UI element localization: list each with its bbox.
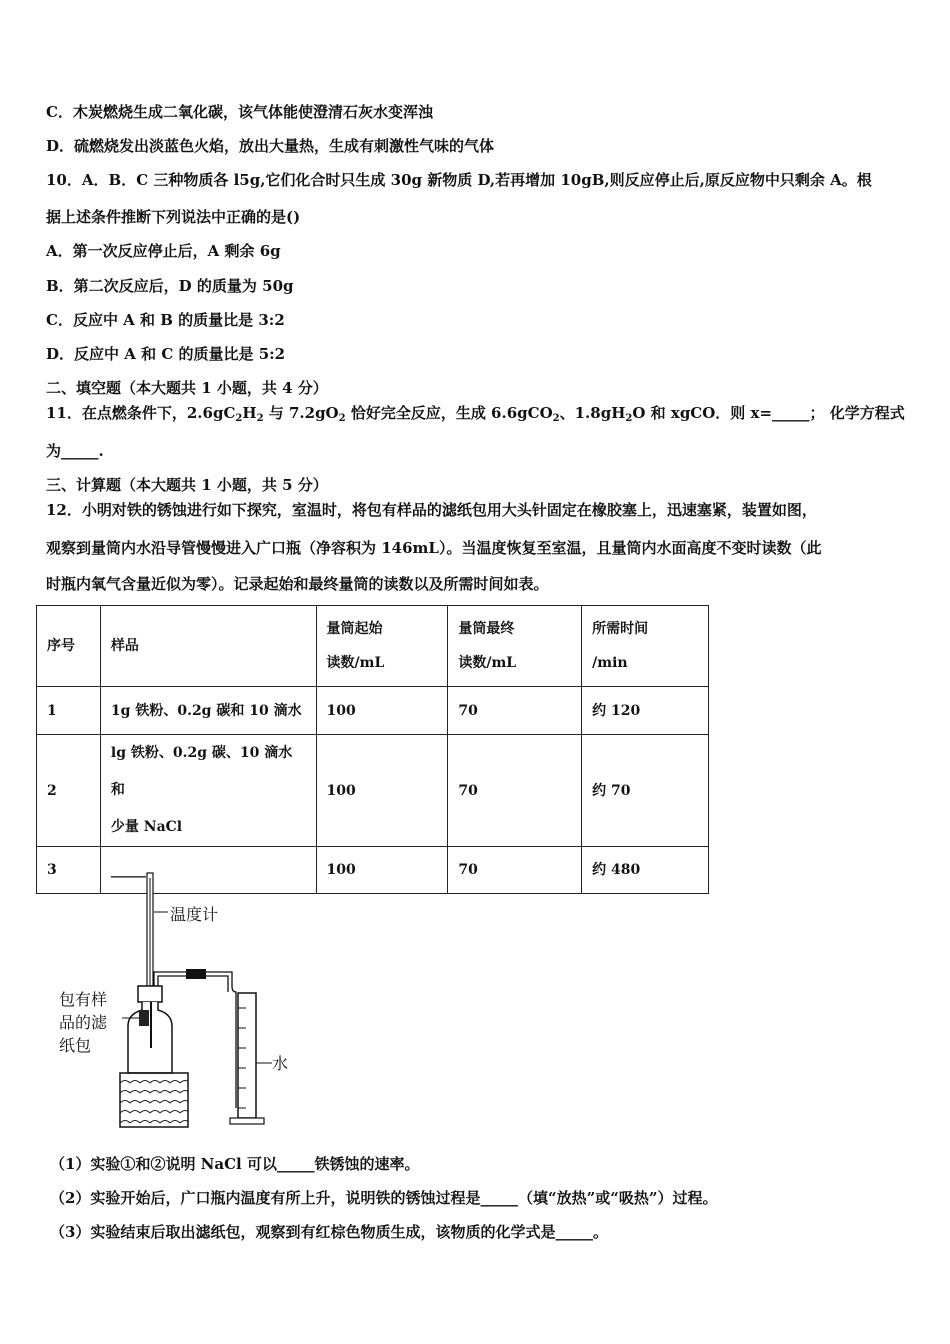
thermometer-label: 温度计 [170,905,219,924]
header-sample: 样品 [100,606,316,687]
header-time: 所需时间 /min [582,606,709,687]
header-seq: 序号 [37,606,101,687]
wooden-block [120,1073,188,1127]
results-table [36,605,709,894]
q10-stem-line2: 据上述条件推断下列说法中正确的是() [46,208,301,226]
table-header-row [37,606,709,687]
cell-start: 100 [316,735,448,847]
cell-final: 70 [448,847,582,894]
sub-question-3: （3）实验结束后取出滤纸包，观察到有红棕色物质生成，该物质的化学式是_____。 [50,1223,608,1241]
cell-sample: _____ [100,847,316,894]
q12-line3: 时瓶内氧气含量近似为零）。记录起始和最终量筒的读数以及所需时间如表。 [46,575,549,593]
header-final: 量筒最终 读数/mL [448,606,582,687]
cell-start: 100 [316,687,448,735]
cell-final: 70 [448,735,582,847]
table-row [37,687,709,735]
option-c-q9: C．木炭燃烧生成二氧化碳，该气体能使澄清石灰水变浑浊 [46,103,433,121]
sub-question-2: （2）实验开始后，广口瓶内温度有所上升，说明铁的锈蚀过程是_____（填“放热”或“吸热”）过程。 [50,1189,718,1207]
sub-question-1: （1）实验①和②说明 NaCl 可以_____铁锈蚀的速率。 [50,1155,420,1173]
cell-seq: 3 [37,847,101,894]
section3-heading: 三、计算题（本大题共 1 小题，共 5 分） [46,476,328,494]
cell-seq: 1 [37,687,101,735]
section2-heading: 二、填空题（本大题共 1 小题，共 4 分） [46,379,328,397]
q11-line2: 为_____. [46,442,104,460]
q12-line2: 观察到量筒内水沿导管慢慢进入广口瓶（净容积为 146mL）。当温度恢复至室温，且量筒内水面高度不变时读数（此 [46,539,822,557]
rubber-stopper [138,986,162,1002]
cell-sample: 1g 铁粉、0.2g 碳和 10 滴水 [100,687,316,735]
q10-option-c: C．反应中 A 和 B 的质量比是 3:2 [46,311,285,329]
apparatus-figure [50,868,310,1133]
q12-line1: 12．小明对铁的锈蚀进行如下探究，室温时，将包有样品的滤纸包用大头针固定在橡胶塞上，迅速塞紧，装置如图， [46,501,817,519]
thermometer-icon [147,873,168,993]
option-d-q9: D．硫燃烧发出淡蓝色火焰，放出大量热，生成有刺激性气味的气体 [46,137,495,155]
q11-line1: 11．在点燃条件下，$2.6gC_2H_2$ 与 $7.2gO_2$ 恰好完全反应，生成 6.6gCO$_2$、$1.8gH_2O$ 和 xgCO．则 x=_____； 化学方程式 [46,404,905,424]
q10-option-a: A．第一次反应停止后，A 剩余 6g [46,242,281,260]
q10-stem-line1: 10．A．B．C 三种物质各 l5g,它们化合时只生成 30g 新物质 D,若再增加 10gB,则反应停止后,原反应物中只剩余 A。根 [46,171,872,189]
cell-time: 约 480 [582,847,709,894]
q10-option-b: B．第二次反应后，D 的质量为 50g [46,277,294,295]
cell-final: 70 [448,687,582,735]
table-row [37,735,709,847]
tube-connector [186,969,206,979]
packet-label: 包有样 品的滤 纸包 [59,990,108,1055]
cell-seq: 2 [37,735,101,847]
header-start: 量筒起始 读数/mL [316,606,448,687]
cell-time: 约 70 [582,735,709,847]
q10-option-d: D．反应中 A 和 C 的质量比是 5:2 [46,345,286,363]
cell-time: 约 120 [582,687,709,735]
cell-sample: lg 铁粉、0.2g 碳、10 滴水和 少量 NaCl [100,735,316,847]
filter-paper-packet [139,1010,149,1026]
water-label: 水 [272,1054,289,1073]
cell-start: 100 [316,847,448,894]
